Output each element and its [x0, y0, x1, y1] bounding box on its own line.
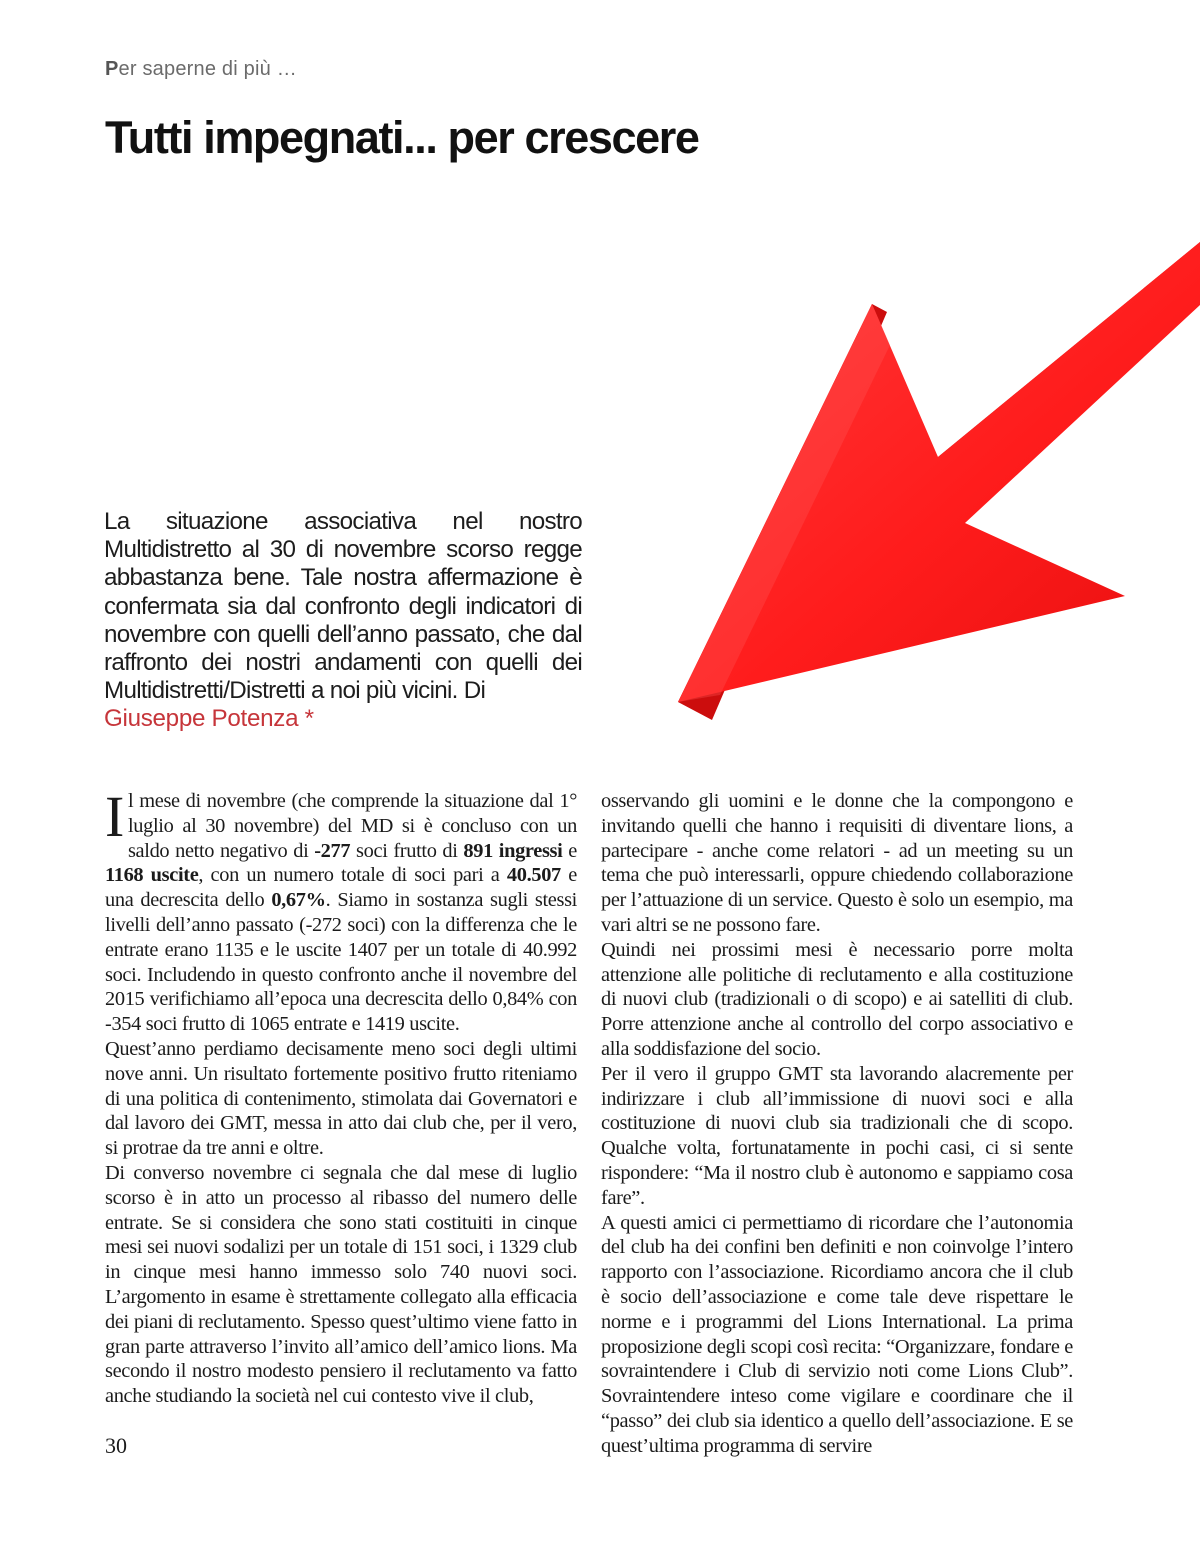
kicker-text: er saperne di più …: [118, 58, 297, 80]
body-paragraph-7: A questi amici ci permettiamo di ricordare che l’autonomia del club ha dei confini ben definiti e non coinvolge l’intero rapporto con l’associazione. Ricordiamo ancora che il club è socio dell’associazione e come tale deve rispettare le norme e i programmi del Lions International. La prima proposizione degli scopi così recita: “Organizzare, fondare e sovraintendere i Club di servizio noti come Lions Club”. Sovraintendere inteso come vigilare e coordinare che il “passo” dei club sia identico a quello dell’associazione. E se quest’ultima programma di servire: [601, 1211, 1073, 1457]
text-run: . Siamo in sostanza sugli stessi livelli dell’anno passato (-272 soci) con la differenza che le entrate erano 1135 e le uscite 1407 per un totale di 40.992 soci. Includendo in questo confronto anche il novembre del 2015 verifichiamo all’epoca una decrescita dello 0,84% con -354 soci frutto di 1065 entrate e 1419 uscite.: [105, 889, 577, 1036]
text-run: e: [562, 839, 577, 862]
body-column-right: [601, 789, 1073, 1459]
figure-decrease: 0,67%: [271, 889, 326, 912]
body-column-left: [105, 784, 577, 1409]
body-paragraph-5: Quindi nei prossimi mesi è necessario porre molta attenzione alle politiche di reclutamento e alla costituzione di nuovi club (tradizionali o di scopo) e ai satelliti di club. Porre attenzione anche al controllo del corpo associativo e alla soddisfazione del socio.: [601, 938, 1073, 1060]
red-arrow-illustration: [660, 225, 1200, 745]
article-lead: [104, 508, 582, 734]
text-run: l mese di novembre (che comprende la situazione dal 1° luglio al 30 novembre) del MD si è concluso con un saldo netto negativo di: [127, 790, 577, 862]
article-headline: Tutti impegnati... per crescere: [105, 112, 699, 163]
figure-uscite: 1168 uscite: [105, 864, 199, 887]
body-paragraph-4: osservando gli uomini e le donne che la compongono e invitando quelli che hanno i requisiti di diventare lions, a partecipare - anche come relatori - ad un meeting su un tema che può interessarli, oppure chiedendo collaborazione per l’attuazione di un service. Questo è solo un esempio, ma vari altri se ne possono fare.: [601, 790, 1073, 936]
body-paragraph-3: Di converso novembre ci segnala che dal mese di luglio scorso è in atto un processo al ribasso del numero delle entrate. Se si considera che sono stati costituiti in cinque mesi sei nuovi sodalizi per un totale di 151 soci, i 1329 club in cinque mesi hanno immesso solo 740 nuovi soci. L’argomento in esame è strettamente collegato alla efficacia dei piani di reclutamento. Spesso quest’ultimo viene fatto in gran parte attraverso l’invito all’amico dell’amico lions. Ma secondo il nostro modesto pensiero il reclutamento va fatto anche studiando la società nel cui contesto vive il club,: [105, 1161, 577, 1408]
body-paragraph-6: Per il vero il gruppo GMT sta lavorando alacremente per indirizzare i club all’immissione di nuovi soci e alla costituzione di nuovi club sia tradizionali che di scopo. Qualche volta, fortunatamente in pochi casi, ci si sente rispondere: “Ma il nostro club è autonomo e sappiamo cosa fare”.: [601, 1062, 1073, 1209]
kicker-initial: P: [105, 58, 119, 80]
section-kicker: [105, 58, 297, 81]
article-author: Giuseppe Potenza *: [104, 705, 314, 733]
text-run: e una decrescita dello: [105, 864, 577, 912]
figure-net-balance: -277: [314, 839, 351, 862]
page-number: 30: [105, 1433, 127, 1458]
text-run: soci frutto di: [350, 839, 464, 862]
drop-cap: I: [105, 784, 124, 849]
body-paragraph-1: [105, 784, 577, 1037]
figure-ingressi: 891 ingressi: [463, 839, 563, 862]
arrow-face: [678, 242, 1200, 702]
figure-total-members: 40.507: [506, 864, 561, 887]
text-run: , con un numero totale di soci pari a: [198, 864, 507, 887]
lead-text: La situazione associativa nel nostro Multidistretto al 30 di novembre scorso regge abbastanza bene. Tale nostra affermazione è confermata sia dal confronto degli indicatori di novembre con quelli dell’anno passato, che dal raffronto dei nostri andamenti con quelli dei Multidistretti/Distretti a noi più vicini. Di: [104, 508, 582, 705]
body-paragraph-2: Quest’anno perdiamo decisamente meno soci degli ultimi nove anni. Un risultato fortemente positivo frutto riteniamo di una politica di contenimento, stimolata dai Governatori e dal lavoro dei GMT, messa in atto dai club che, per il vero, si protrae da tre anni e oltre.: [105, 1037, 577, 1160]
